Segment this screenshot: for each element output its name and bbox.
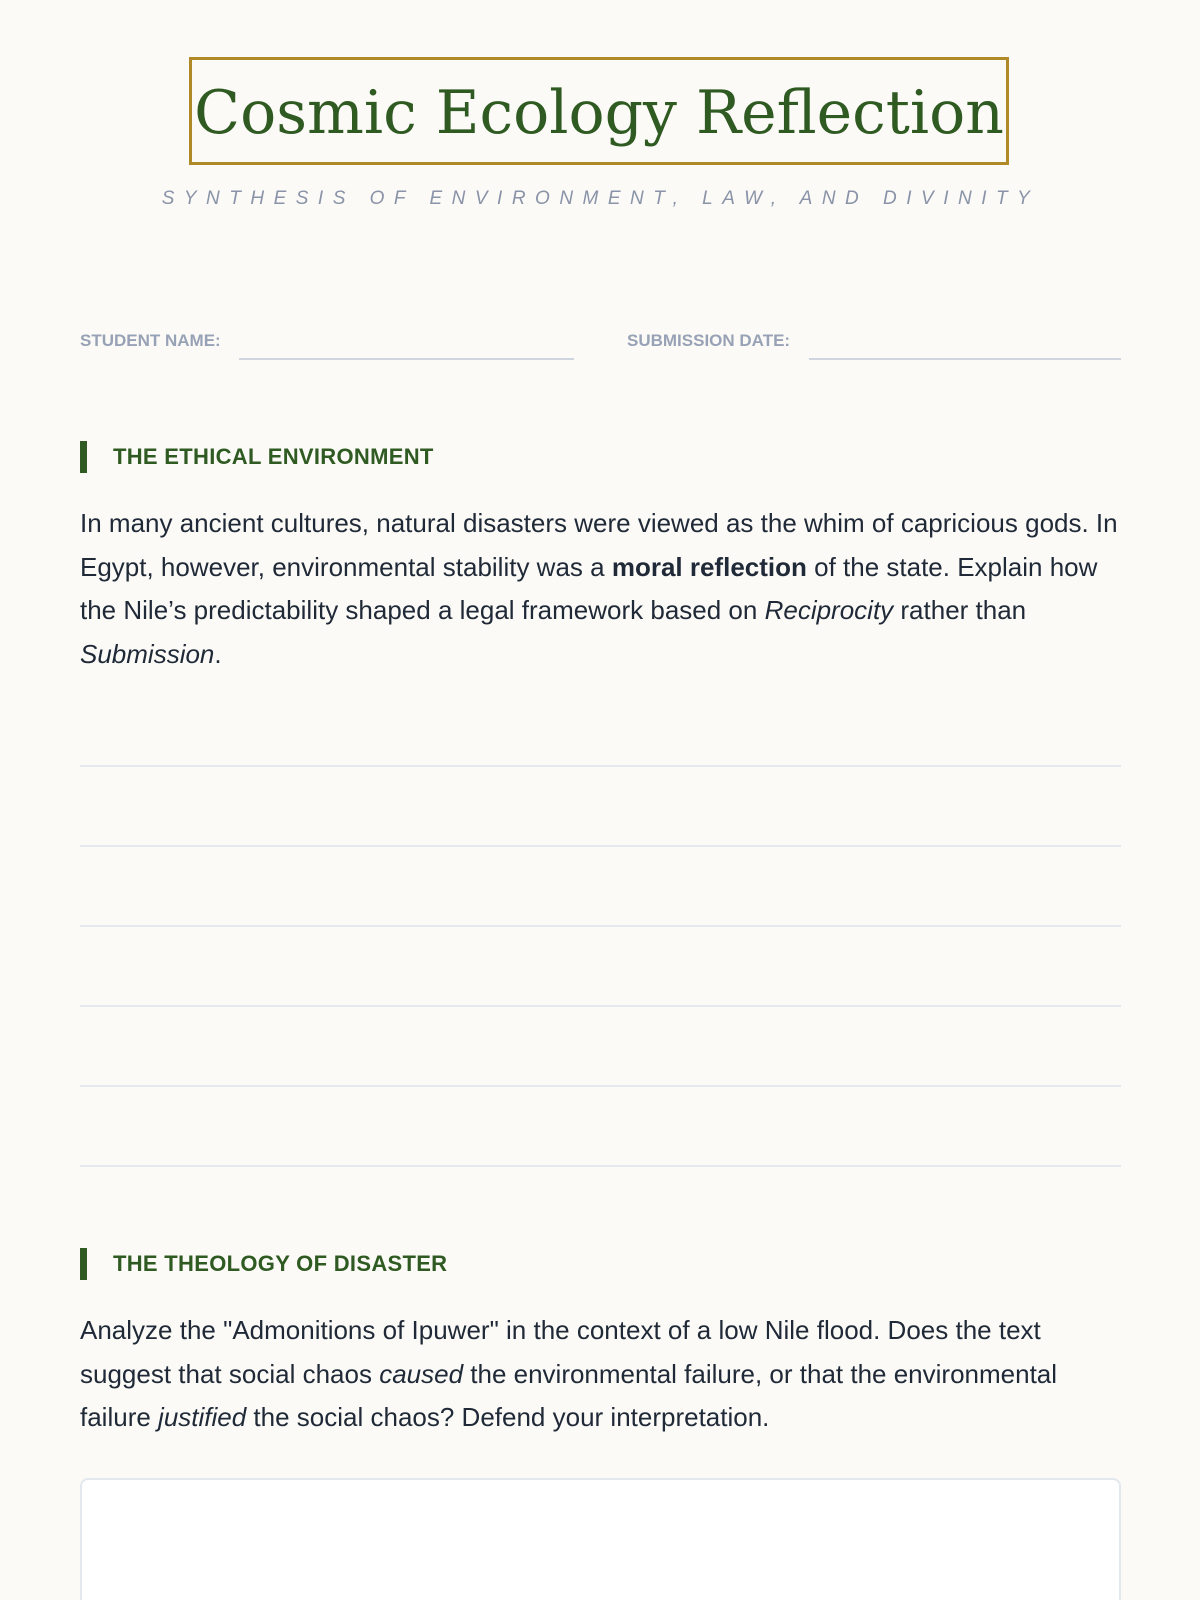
worksheet-page [80, 0, 1121, 1600]
section-prompt-ethical-environment [80, 502, 1121, 676]
section-title: THE ETHICAL ENVIRONMENT [113, 444, 434, 469]
title-frame [189, 57, 1009, 165]
submission-date-field[interactable] [809, 358, 1121, 360]
section-heading-ethical-environment [80, 441, 434, 473]
page-subtitle: SYNTHESIS OF ENVIRONMENT, LAW, AND DIVINITY [161, 188, 1040, 209]
section-accent-bar [80, 1248, 87, 1280]
answer-line[interactable] [80, 845, 1121, 847]
prompt-text: of the state. Explain how the Nile’s predictability shaped a legal framework based on [80, 551, 1098, 625]
section-heading-theology-of-disaster [80, 1248, 447, 1280]
answer-line[interactable] [80, 1165, 1121, 1167]
prompt-italic-text: caused [379, 1358, 464, 1389]
answer-line[interactable] [80, 1005, 1121, 1007]
answer-line[interactable] [80, 925, 1121, 927]
answer-textarea[interactable] [80, 1478, 1121, 1600]
student-name-label: STUDENT NAME: [80, 331, 221, 350]
prompt-text: rather than [893, 595, 1027, 625]
page-title: Cosmic Ecology Reflection [194, 78, 1004, 148]
student-name-field[interactable] [239, 358, 574, 360]
prompt-text: Analyze the "Admonitions of Ipuwer" in the context of a low Nile flood. Does the text suggest that social chaos [80, 1315, 1041, 1389]
prompt-text: . [214, 638, 222, 669]
section-prompt-theology-of-disaster [80, 1309, 1121, 1440]
prompt-italic-text: Submission [80, 638, 215, 669]
answer-line[interactable] [80, 765, 1121, 767]
prompt-italic-text: justified [158, 1402, 247, 1432]
prompt-text: the environmental failure, or that the environmental failure [80, 1358, 1058, 1432]
section-title: THE THEOLOGY OF DISASTER [113, 1251, 448, 1276]
section-accent-bar [80, 441, 87, 473]
prompt-text: In many ancient cultures, natural disasters were viewed as the whim of capricious gods. In Egypt, however, environmental stability was a [80, 508, 1118, 582]
submission-date-label: SUBMISSION DATE: [627, 331, 791, 350]
answer-line[interactable] [80, 1085, 1121, 1087]
prompt-bold-text: moral reflection [611, 551, 807, 582]
prompt-italic-text: Reciprocity [764, 595, 894, 625]
prompt-text: the social chaos? Defend your interpretation. [246, 1402, 770, 1432]
